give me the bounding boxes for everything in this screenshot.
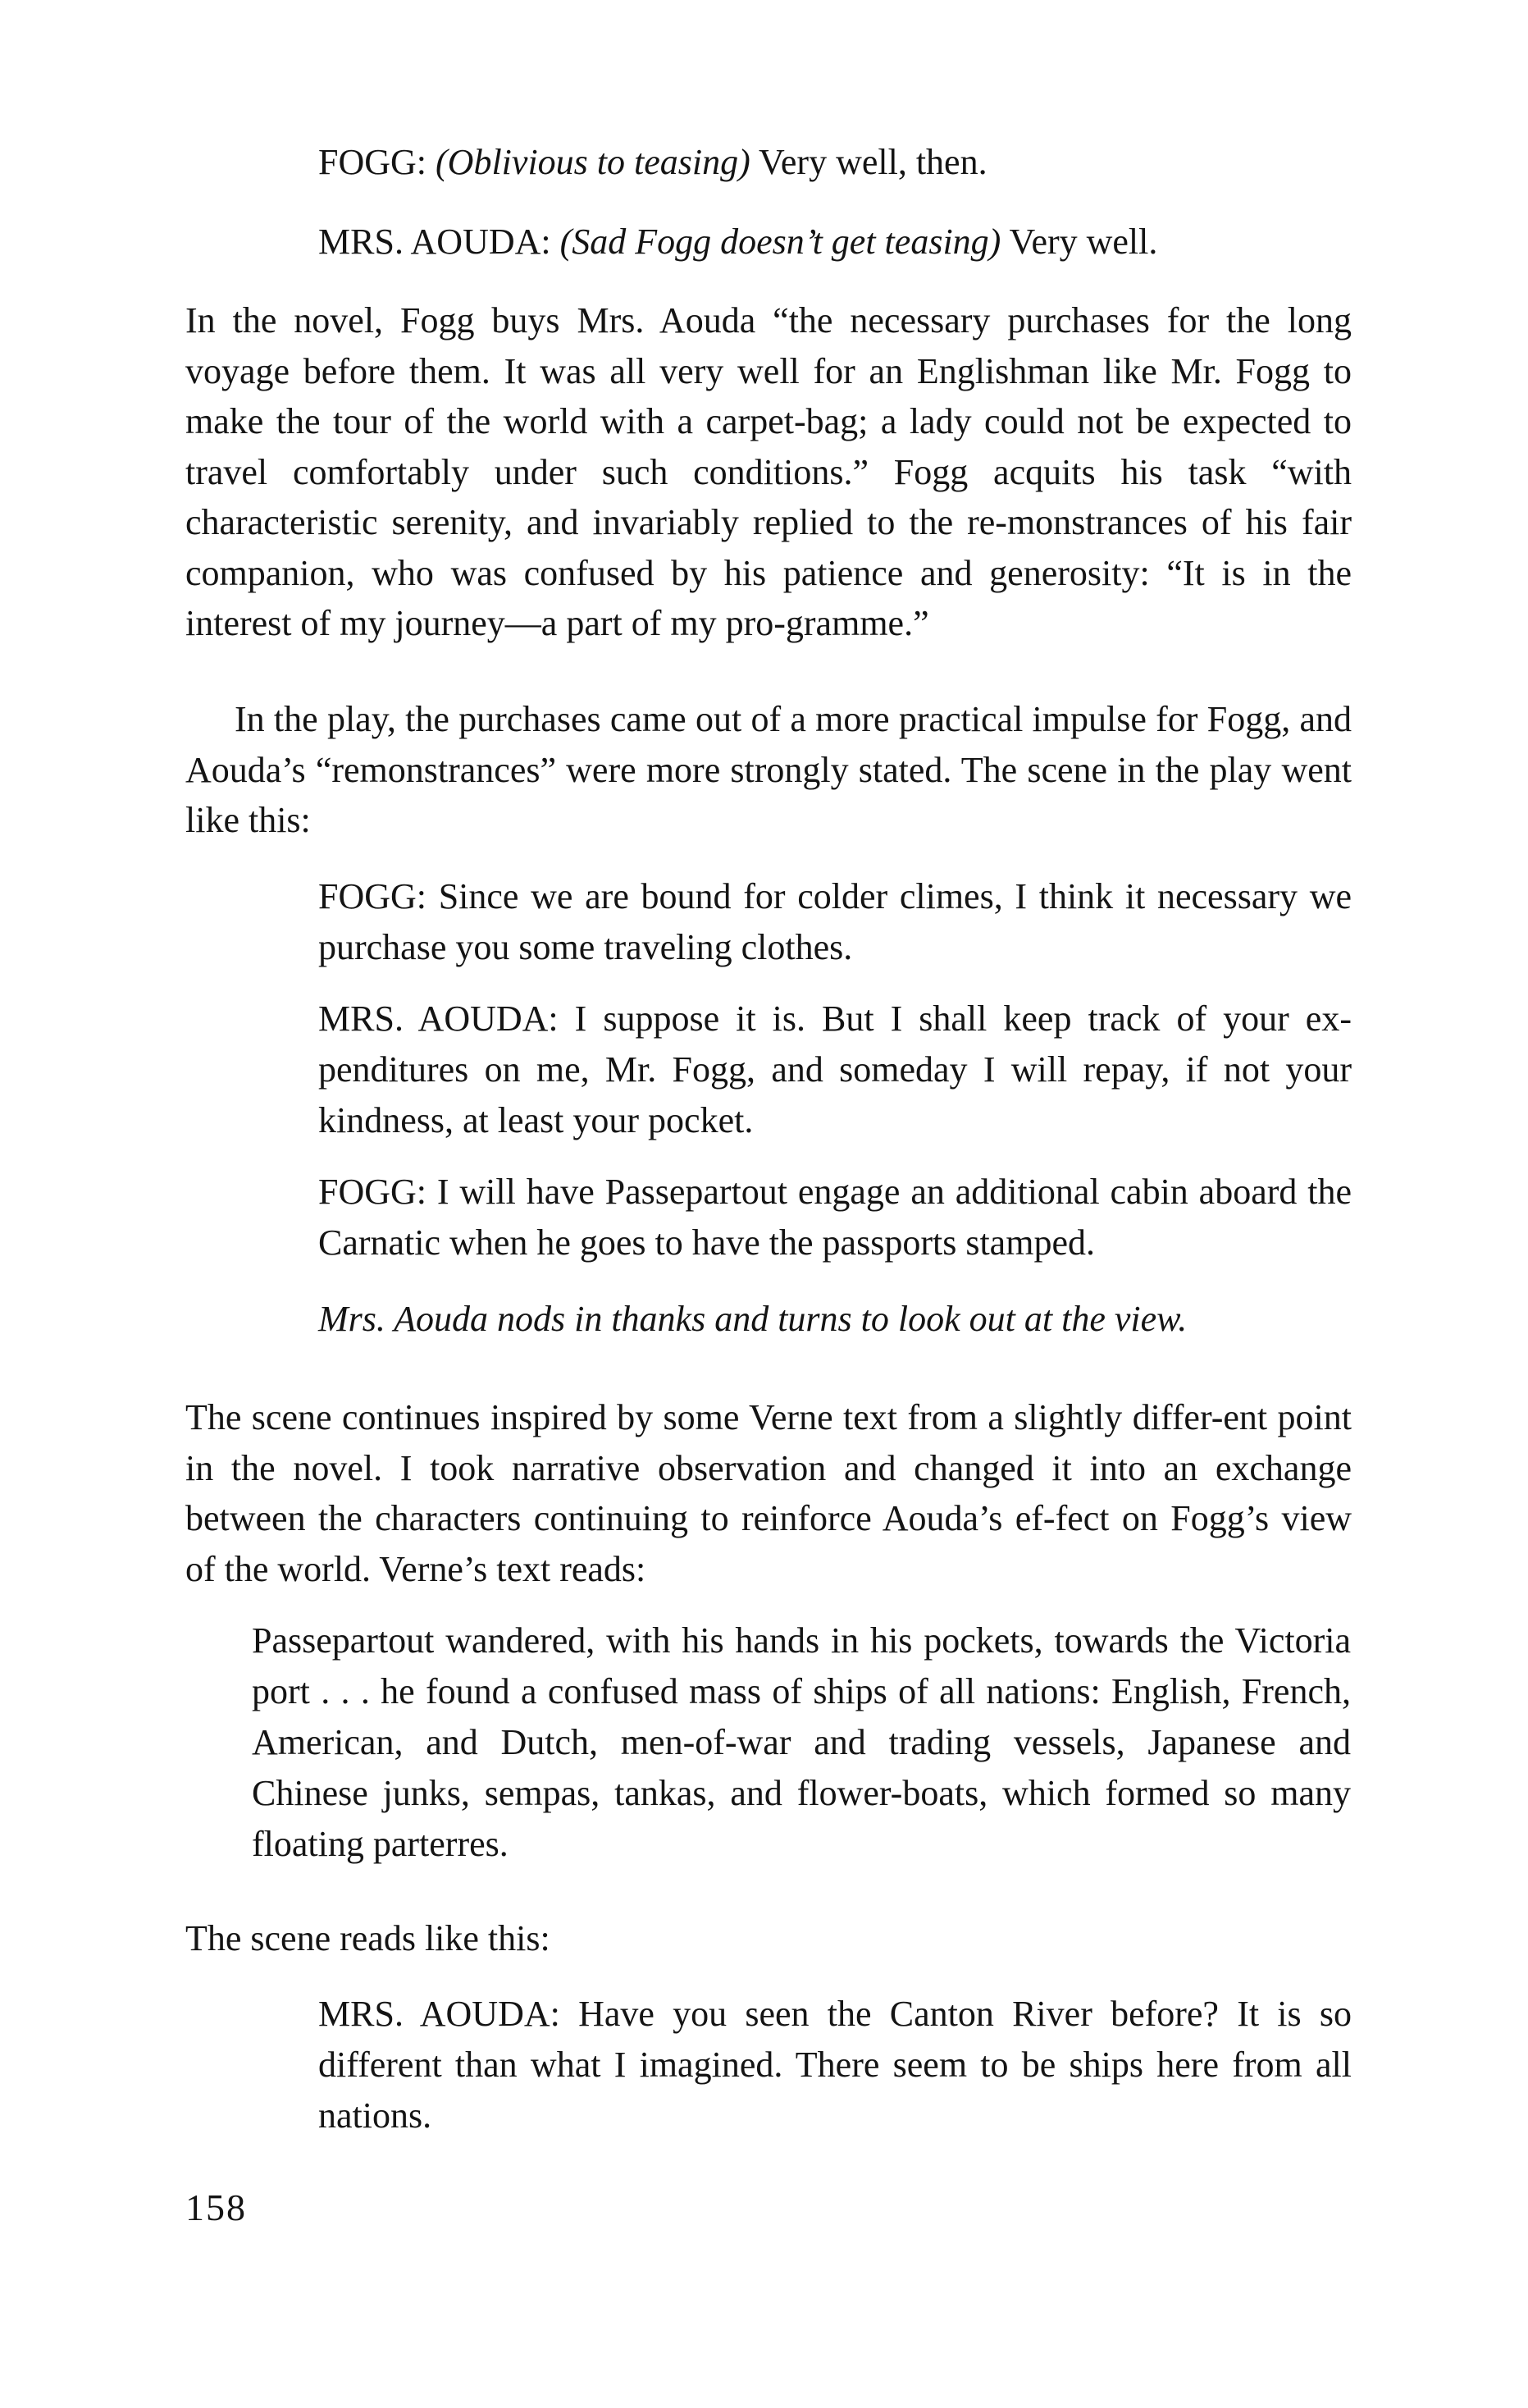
dialogue-fogg-3: FOGG: I will have Passepartout engage an additional cabin aboard the Carnatic when he goes to have the passports stamped. xyxy=(318,1172,1352,1263)
paragraph-novel-purchases: In the novel, Fogg buys Mrs. Aouda “the necessary purchases for the long voyage before them. It was all very well for an Englishman like Mr. Fogg to make the tour of the world with a carpet-bag; a lady could not be expected to travel comfortably under such conditions.” Fogg acquits his task “with characteristic serenity, and invariably replied to the re-monstrances of his fair companion, who was confused by his patience and generosity: “It is in the interest of my journey—a part of my pro-gramme.” xyxy=(185,300,1352,643)
paragraph-scene-reads: The scene reads like this: xyxy=(185,1918,550,1958)
speaker-fogg: FOGG: xyxy=(318,142,427,182)
paragraph-scene-continues: The scene continues inspired by some Verne text from a slightly differ-ent point in the novel. I took narrative observation and changed it into an exchange between the characters continuing to reinforce Aouda’s ef-fect on Fogg’s view of the world. Verne’s text reads: xyxy=(185,1397,1352,1589)
dialogue-fogg-1 xyxy=(318,138,1384,186)
dialogue-aouda-2: MRS. AOUDA: I suppose it is. But I shall keep track of your ex-penditures on me, Mr. Fogg, and someday I will repay, if not your kindness, at least your pocket. xyxy=(318,998,1352,1140)
stage-direction: (Oblivious to teasing) xyxy=(436,142,750,182)
block-quote-verne: Passepartout wandered, with his hands in his pockets, towards the Victoria port . . . he found a confused mass of ships of all nations: English, French, American, and Dutch, men-of-war and trading vessels, Japanese and Chinese junks, sempas, tankas, and flower-boats, which formed so many floating parterres. xyxy=(252,1620,1351,1864)
speaker-aouda: MRS. AOUDA: xyxy=(318,222,551,262)
dialogue-aouda-3: MRS. AOUDA: Have you seen the Canton River before? It is so different than what I imagined. There seem to be ships here from all nations. xyxy=(318,1994,1352,2136)
stage-direction-aouda-nods: Mrs. Aouda nods in thanks and turns to look out at the view. xyxy=(318,1299,1188,1339)
page-number: 158 xyxy=(185,2186,247,2228)
dialogue-line: Very well, then. xyxy=(758,142,987,182)
dialogue-aouda-1 xyxy=(318,217,1384,266)
dialogue-line: Very well. xyxy=(1009,222,1158,262)
paragraph-play-purchases: In the play, the purchases came out of a more practical impulse for Fogg, and Aouda’s “remonstrances” were more strongly stated. The scene in the play went like this: xyxy=(185,699,1352,840)
stage-direction: (Sad Fogg doesn’t get teasing) xyxy=(559,222,1001,262)
dialogue-fogg-2: FOGG: Since we are bound for colder climes, I think it necessary we purchase you some traveling clothes. xyxy=(318,876,1352,967)
